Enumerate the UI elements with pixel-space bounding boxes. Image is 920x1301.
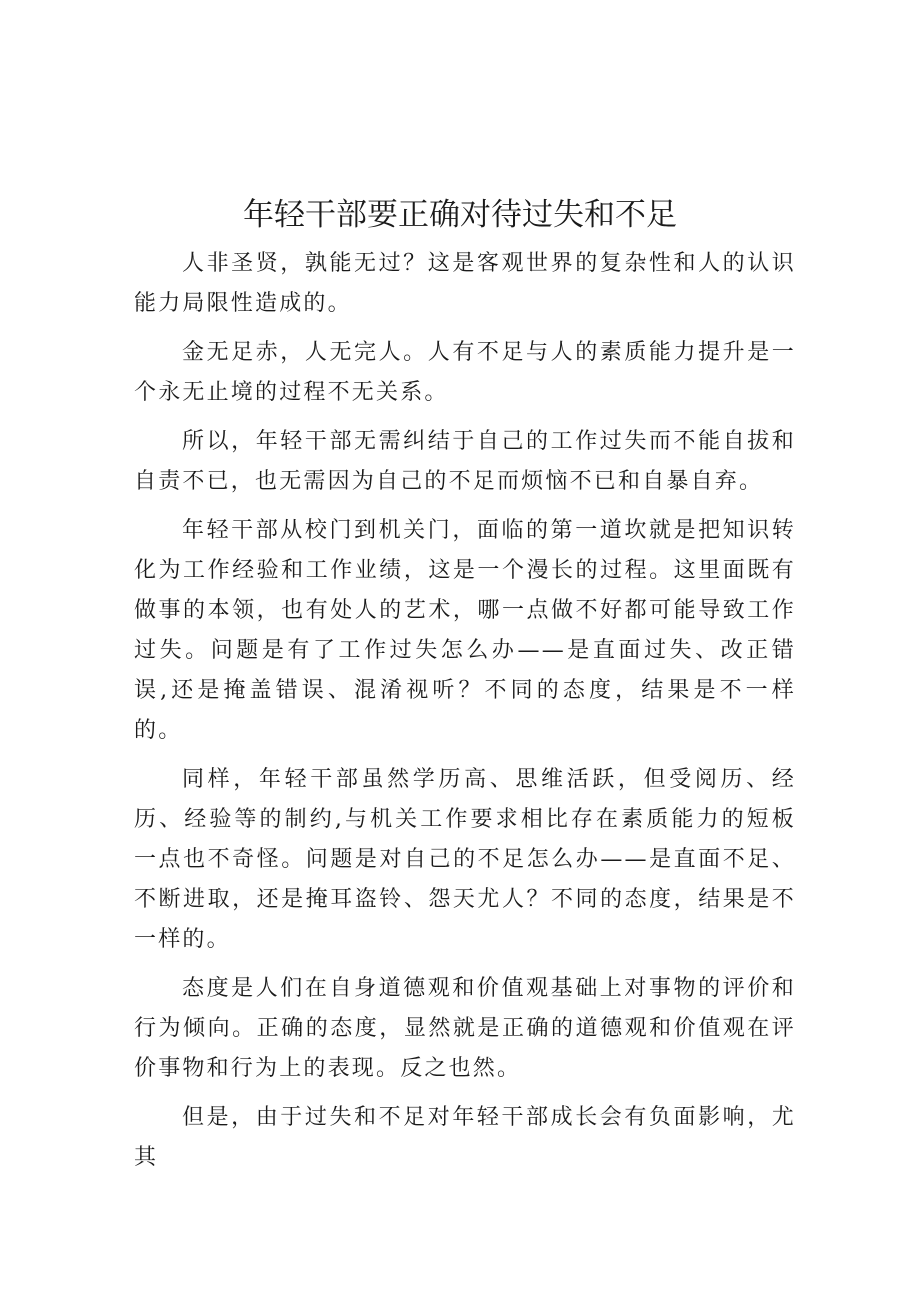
document-body bbox=[134, 244, 796, 1187]
paragraph-7: 但是，由于过失和不足对年轻干部成长会有负面影响，尤其 bbox=[134, 1105, 796, 1170]
paragraph-5: 同样，年轻干部虽然学历高、思维活跃，但受阅历、经历、经验等的制约,与机关工作要求相比存在素质能力的短板一点也不奇怪。问题是对自己的不足怎么办——是直面不足、不断进取，还是掩耳盗铃、怨天尤人？不同的态度，结果是不一样的。 bbox=[134, 767, 796, 952]
paragraph-2: 金无足赤，人无完人。人有不足与人的素质能力提升是一个永无止境的过程不无关系。 bbox=[134, 340, 796, 405]
paragraph-1: 人非圣贤，孰能无过？这是客观世界的复杂性和人的认识能力局限性造成的。 bbox=[134, 251, 796, 316]
paragraph-4: 年轻干部从校门到机关门，面临的第一道坎就是把知识转化为工作经验和工作业绩，这是一个漫长的过程。这里面既有做事的本领，也有处人的艺术，哪一点做不好都可能导致工作过失。问题是有了工作过失怎么办——是直面过失、改正错误,还是掩盖错误、混淆视听？不同的态度，结果是不一样的。 bbox=[134, 518, 796, 743]
paragraph-6: 态度是人们在自身道德观和价值观基础上对事物的评价和行为倾向。正确的态度，显然就是正确的道德观和价值观在评价事物和行为上的表现。反之也然。 bbox=[134, 976, 796, 1081]
paragraph-3: 所以，年轻干部无需纠结于自己的工作过失而不能自拔和自责不已，也无需因为自己的不足而烦恼不已和自暴自弃。 bbox=[134, 429, 796, 494]
document-title: 年轻干部要正确对待过失和不足 bbox=[243, 197, 677, 233]
